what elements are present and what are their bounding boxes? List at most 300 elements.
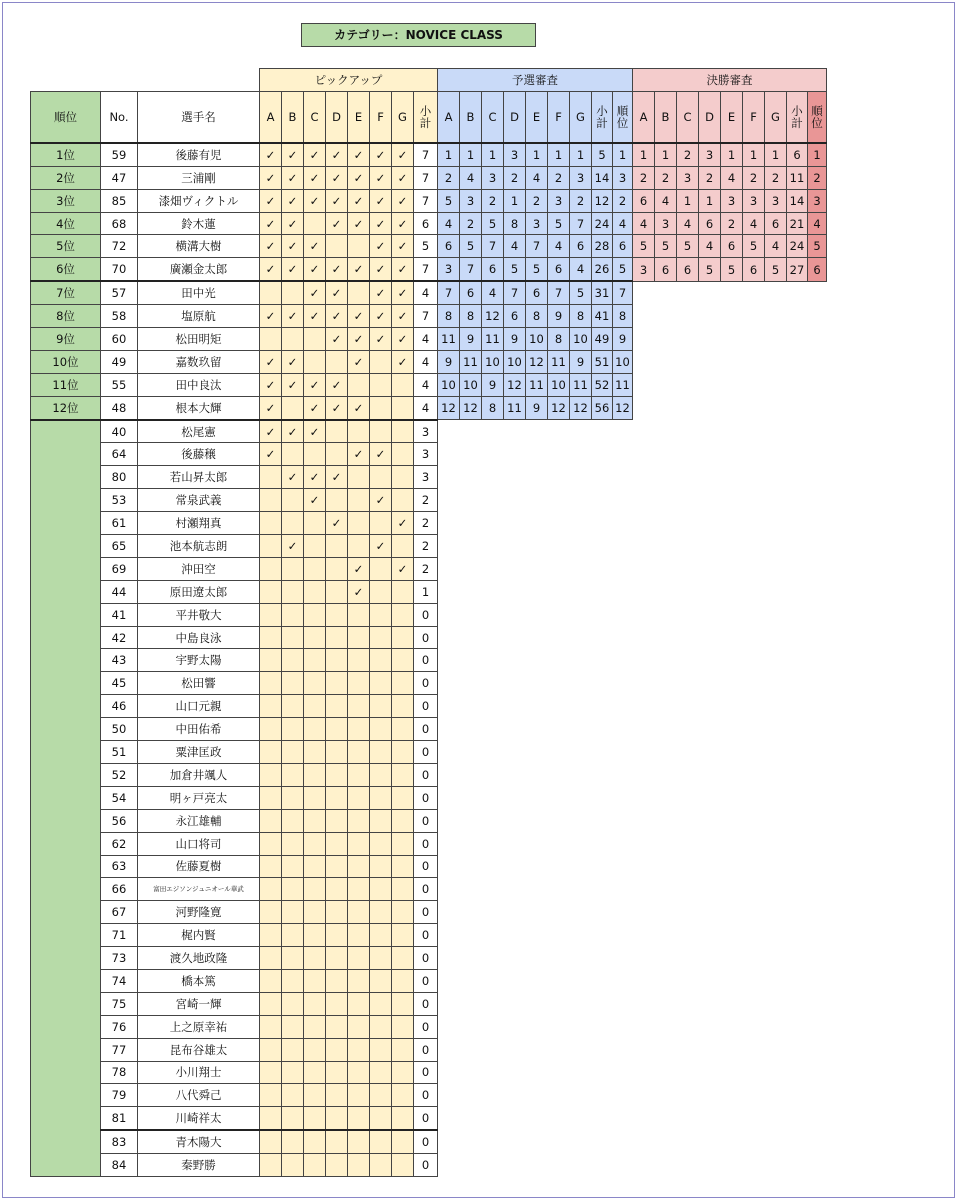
pickup-subtotal: 5 [414, 235, 438, 258]
pickup-check [392, 924, 414, 947]
table-row [31, 1154, 827, 1177]
pickup-check [260, 1038, 282, 1061]
pickup-check [282, 1107, 304, 1130]
player-number: 40 [101, 420, 138, 443]
pickup-check [260, 741, 282, 764]
prelim-score: 12 [548, 396, 570, 419]
prelim-subtotal: 51 [592, 350, 613, 373]
player-name: 秦野勝 [138, 1154, 260, 1177]
prelim-score: 1 [438, 143, 460, 166]
pickup-check [326, 557, 348, 580]
header-final-judge: F [743, 91, 765, 143]
final-score: 4 [765, 235, 787, 258]
prelim-score: 2 [548, 166, 570, 189]
pickup-subtotal: 0 [414, 1084, 438, 1107]
pickup-check: ✓ [392, 189, 414, 212]
pickup-check [282, 580, 304, 603]
final-score: 6 [765, 212, 787, 235]
prelim-place: 3 [613, 166, 633, 189]
pickup-subtotal: 0 [414, 1154, 438, 1177]
pickup-check: ✓ [392, 258, 414, 281]
prelim-score: 6 [438, 235, 460, 258]
pickup-check [370, 832, 392, 855]
pickup-check [304, 855, 326, 878]
pickup-check [304, 557, 326, 580]
table-row [31, 603, 827, 626]
table-row [31, 373, 827, 396]
player-number: 80 [101, 466, 138, 489]
pickup-check [392, 855, 414, 878]
pickup-subtotal: 0 [414, 924, 438, 947]
prelim-score: 1 [570, 143, 592, 166]
pickup-check [326, 1154, 348, 1177]
prelim-place: 10 [613, 350, 633, 373]
pickup-check [260, 969, 282, 992]
pickup-check [304, 763, 326, 786]
pickup-check: ✓ [260, 189, 282, 212]
pickup-check [282, 557, 304, 580]
rank-cell: 6位 [31, 258, 101, 281]
pickup-check [348, 1154, 370, 1177]
pickup-check [348, 626, 370, 649]
player-name: 田中光 [138, 281, 260, 304]
pickup-check [370, 1061, 392, 1084]
header-prelim-judge: C [482, 91, 504, 143]
prelim-score: 11 [526, 373, 548, 396]
pickup-check: ✓ [370, 143, 392, 166]
pickup-check [370, 626, 392, 649]
player-name: 後藤穣 [138, 443, 260, 466]
final-subtotal: 6 [787, 143, 808, 166]
player-number: 41 [101, 603, 138, 626]
pickup-check [348, 1038, 370, 1061]
pickup-subtotal: 0 [414, 901, 438, 924]
final-score: 4 [721, 166, 743, 189]
pickup-check [304, 741, 326, 764]
header-prelim-judge: B [460, 91, 482, 143]
prelim-score: 3 [460, 189, 482, 212]
final-subtotal: 24 [787, 235, 808, 258]
prelim-score: 5 [548, 212, 570, 235]
rank-cell: 4位 [31, 212, 101, 235]
prelim-score: 5 [526, 258, 548, 281]
pickup-check [348, 718, 370, 741]
pickup-check [326, 878, 348, 901]
pickup-check: ✓ [304, 166, 326, 189]
pickup-check [326, 235, 348, 258]
table-row [31, 143, 827, 166]
rank-cell: 11位 [31, 373, 101, 396]
pickup-check [282, 443, 304, 466]
pickup-check [304, 878, 326, 901]
pickup-check: ✓ [348, 580, 370, 603]
final-score: 5 [721, 258, 743, 281]
table-row [31, 281, 827, 304]
pickup-check [260, 1130, 282, 1153]
pickup-check: ✓ [370, 166, 392, 189]
pickup-check [392, 1038, 414, 1061]
prelim-score: 9 [460, 328, 482, 351]
pickup-check [348, 832, 370, 855]
player-name: 橋本篤 [138, 969, 260, 992]
prelim-score: 9 [548, 305, 570, 328]
pickup-check: ✓ [326, 212, 348, 235]
prelim-score: 2 [526, 189, 548, 212]
pickup-check [370, 924, 392, 947]
player-number: 54 [101, 786, 138, 809]
pickup-check [282, 1084, 304, 1107]
prelim-subtotal: 28 [592, 235, 613, 258]
player-name: 若山昇太郎 [138, 466, 260, 489]
pickup-check [260, 580, 282, 603]
final-score: 3 [721, 189, 743, 212]
pickup-check [392, 1015, 414, 1038]
pickup-check: ✓ [304, 373, 326, 396]
table-row [31, 763, 827, 786]
header-prelim-judge: F [548, 91, 570, 143]
pickup-check [304, 832, 326, 855]
player-number: 69 [101, 557, 138, 580]
player-number: 74 [101, 969, 138, 992]
final-score: 4 [677, 212, 699, 235]
prelim-score: 3 [482, 166, 504, 189]
pickup-check [392, 718, 414, 741]
pickup-check [282, 396, 304, 419]
prelim-score: 8 [570, 305, 592, 328]
pickup-check [392, 466, 414, 489]
pickup-check [282, 328, 304, 351]
pickup-check [348, 786, 370, 809]
pickup-check [326, 1084, 348, 1107]
pickup-check [282, 626, 304, 649]
table-row [31, 1015, 827, 1038]
pickup-check [282, 695, 304, 718]
pickup-check [370, 466, 392, 489]
pickup-check: ✓ [348, 305, 370, 328]
pickup-check: ✓ [282, 189, 304, 212]
pickup-check: ✓ [326, 466, 348, 489]
final-score: 1 [721, 143, 743, 166]
final-score: 6 [743, 258, 765, 281]
pickup-check [370, 786, 392, 809]
pickup-check [370, 901, 392, 924]
pickup-check [370, 992, 392, 1015]
pickup-check [326, 924, 348, 947]
pickup-check [348, 809, 370, 832]
pickup-check: ✓ [304, 420, 326, 443]
player-number: 53 [101, 489, 138, 512]
player-number: 43 [101, 649, 138, 672]
player-number: 65 [101, 535, 138, 558]
pickup-check: ✓ [304, 396, 326, 419]
pickup-check [326, 420, 348, 443]
player-name: 加倉井颯人 [138, 763, 260, 786]
pickup-check [282, 1038, 304, 1061]
pickup-subtotal: 2 [414, 512, 438, 535]
table-row [31, 786, 827, 809]
pickup-check: ✓ [370, 328, 392, 351]
pickup-check: ✓ [392, 557, 414, 580]
pickup-check [282, 763, 304, 786]
pickup-subtotal: 0 [414, 1061, 438, 1084]
pickup-check [260, 1107, 282, 1130]
prelim-score: 5 [570, 281, 592, 304]
rank-cell: 2位 [31, 166, 101, 189]
pickup-check: ✓ [370, 489, 392, 512]
pickup-check [282, 281, 304, 304]
pickup-subtotal: 3 [414, 443, 438, 466]
prelim-score: 6 [548, 258, 570, 281]
pickup-check [392, 878, 414, 901]
rank-cell: 5位 [31, 235, 101, 258]
pickup-check [392, 489, 414, 512]
pickup-check [304, 992, 326, 1015]
pickup-check: ✓ [260, 258, 282, 281]
pickup-subtotal: 0 [414, 672, 438, 695]
pickup-check: ✓ [326, 512, 348, 535]
table-row [31, 535, 827, 558]
player-name: 河野隆寛 [138, 901, 260, 924]
pickup-check [282, 832, 304, 855]
pickup-check: ✓ [260, 420, 282, 443]
pickup-check [370, 603, 392, 626]
pickup-check: ✓ [282, 466, 304, 489]
prelim-score: 8 [438, 305, 460, 328]
pickup-subtotal: 0 [414, 969, 438, 992]
player-name: 明ヶ戸亮太 [138, 786, 260, 809]
player-name: 池本航志朗 [138, 535, 260, 558]
final-subtotal: 14 [787, 189, 808, 212]
pickup-check [260, 924, 282, 947]
final-score: 3 [699, 143, 721, 166]
pickup-check [348, 535, 370, 558]
table-row [31, 878, 827, 901]
header-pickup-subtotal: 小 計 [414, 91, 438, 143]
pickup-check: ✓ [348, 189, 370, 212]
pickup-subtotal: 0 [414, 695, 438, 718]
pickup-check [348, 672, 370, 695]
pickup-check [392, 741, 414, 764]
pickup-check [260, 763, 282, 786]
pickup-check [304, 1154, 326, 1177]
prelim-score: 3 [570, 166, 592, 189]
prelim-score: 2 [570, 189, 592, 212]
pickup-check [326, 763, 348, 786]
pickup-check [392, 443, 414, 466]
pickup-check [348, 878, 370, 901]
prelim-score: 8 [460, 305, 482, 328]
player-name: 平井敬大 [138, 603, 260, 626]
final-score: 5 [677, 235, 699, 258]
group-header-pickup: ピックアップ [260, 69, 438, 92]
pickup-check [304, 1061, 326, 1084]
pickup-check [326, 580, 348, 603]
pickup-check: ✓ [282, 350, 304, 373]
player-name: 渡久地政隆 [138, 947, 260, 970]
table-row [31, 305, 827, 328]
player-number: 49 [101, 350, 138, 373]
prelim-score: 10 [438, 373, 460, 396]
player-name: 八代舜己 [138, 1084, 260, 1107]
rank-cell: 8位 [31, 305, 101, 328]
prelim-place: 12 [613, 396, 633, 419]
header-pickup-judge: B [282, 91, 304, 143]
pickup-check: ✓ [348, 396, 370, 419]
table-row [31, 741, 827, 764]
prelim-score: 10 [460, 373, 482, 396]
prelim-score: 3 [548, 189, 570, 212]
header-prelim-judge: E [526, 91, 548, 143]
pickup-check [304, 328, 326, 351]
pickup-check [304, 809, 326, 832]
final-score: 6 [699, 212, 721, 235]
rank-cell: 1位 [31, 143, 101, 166]
pickup-check [282, 924, 304, 947]
pickup-check [282, 809, 304, 832]
pickup-check [348, 1130, 370, 1153]
pickup-check [370, 672, 392, 695]
pickup-check [370, 1084, 392, 1107]
header-final-judge: G [765, 91, 787, 143]
player-number: 79 [101, 1084, 138, 1107]
player-name: 漆畑ヴィクトル [138, 189, 260, 212]
prelim-score: 4 [482, 281, 504, 304]
prelim-score: 7 [460, 258, 482, 281]
pickup-check [348, 992, 370, 1015]
pickup-check [260, 649, 282, 672]
prelim-score: 11 [570, 373, 592, 396]
player-name: 川崎祥太 [138, 1107, 260, 1130]
pickup-check: ✓ [260, 212, 282, 235]
pickup-subtotal: 7 [414, 143, 438, 166]
final-score: 5 [655, 235, 677, 258]
pickup-check [392, 809, 414, 832]
table-row [31, 396, 827, 419]
player-name: 鈴木蓮 [138, 212, 260, 235]
pickup-check: ✓ [348, 350, 370, 373]
pickup-check: ✓ [260, 143, 282, 166]
player-number: 52 [101, 763, 138, 786]
prelim-score: 2 [504, 166, 526, 189]
pickup-check: ✓ [304, 189, 326, 212]
prelim-score: 3 [504, 143, 526, 166]
table-row [31, 557, 827, 580]
pickup-check [260, 878, 282, 901]
pickup-check [304, 350, 326, 373]
player-number: 46 [101, 695, 138, 718]
pickup-check: ✓ [326, 143, 348, 166]
player-number: 61 [101, 512, 138, 535]
rank-cell: 3位 [31, 189, 101, 212]
pickup-check [260, 672, 282, 695]
pickup-check [326, 1015, 348, 1038]
table-row [31, 1038, 827, 1061]
prelim-score: 8 [504, 212, 526, 235]
player-number: 64 [101, 443, 138, 466]
pickup-check [326, 947, 348, 970]
prelim-score: 6 [482, 258, 504, 281]
table-row [31, 420, 827, 443]
prelim-score: 1 [460, 143, 482, 166]
final-place: 2 [808, 166, 827, 189]
pickup-check [260, 992, 282, 1015]
header-final-judge: C [677, 91, 699, 143]
pickup-check [348, 741, 370, 764]
pickup-check: ✓ [326, 281, 348, 304]
pickup-subtotal: 0 [414, 832, 438, 855]
pickup-check: ✓ [304, 305, 326, 328]
player-number: 76 [101, 1015, 138, 1038]
pickup-check [348, 1084, 370, 1107]
table-row [31, 695, 827, 718]
pickup-check [392, 947, 414, 970]
table-row [31, 924, 827, 947]
header-pickup-judge: A [260, 91, 282, 143]
prelim-score: 3 [438, 258, 460, 281]
pickup-check: ✓ [282, 212, 304, 235]
pickup-check [392, 969, 414, 992]
pickup-subtotal: 0 [414, 1038, 438, 1061]
pickup-check [282, 512, 304, 535]
final-score: 2 [743, 166, 765, 189]
pickup-check [282, 992, 304, 1015]
pickup-check [392, 786, 414, 809]
pickup-check [326, 809, 348, 832]
pickup-check [326, 855, 348, 878]
pickup-check [392, 1154, 414, 1177]
pickup-check [348, 901, 370, 924]
pickup-check [370, 649, 392, 672]
header-prelim-judge: A [438, 91, 460, 143]
pickup-subtotal: 4 [414, 350, 438, 373]
pickup-check: ✓ [282, 166, 304, 189]
player-number: 51 [101, 741, 138, 764]
player-name: 粟津匡政 [138, 741, 260, 764]
pickup-check [326, 1130, 348, 1153]
group-header-final: 決勝審査 [633, 69, 827, 92]
pickup-check [326, 695, 348, 718]
pickup-check: ✓ [348, 258, 370, 281]
pickup-check [392, 1107, 414, 1130]
pickup-check [304, 535, 326, 558]
pickup-check [370, 1038, 392, 1061]
pickup-check [282, 855, 304, 878]
prelim-score: 5 [438, 189, 460, 212]
score-table [30, 68, 827, 1177]
pickup-check [282, 786, 304, 809]
pickup-check [392, 1130, 414, 1153]
prelim-score: 7 [482, 235, 504, 258]
pickup-check [392, 420, 414, 443]
pickup-check [260, 489, 282, 512]
rank-cell: 7位 [31, 281, 101, 304]
pickup-subtotal: 1 [414, 580, 438, 603]
prelim-score: 2 [460, 212, 482, 235]
final-subtotal: 21 [787, 212, 808, 235]
prelim-score: 4 [526, 166, 548, 189]
pickup-check [370, 1107, 392, 1130]
prelim-subtotal: 41 [592, 305, 613, 328]
player-number: 45 [101, 672, 138, 695]
pickup-check [260, 1061, 282, 1084]
final-score: 4 [633, 212, 655, 235]
pickup-check [370, 1015, 392, 1038]
header-final-judge: D [699, 91, 721, 143]
pickup-check [260, 718, 282, 741]
player-name: 山口将司 [138, 832, 260, 855]
player-number: 57 [101, 281, 138, 304]
pickup-check [348, 420, 370, 443]
